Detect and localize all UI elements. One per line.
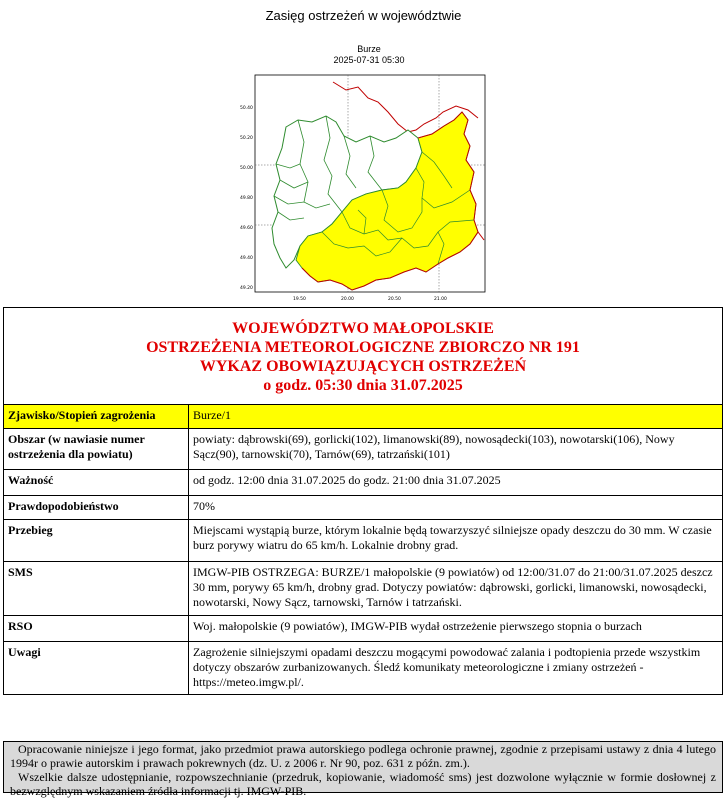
- lon-label: 20.00: [341, 297, 354, 302]
- row-label: SMS: [4, 562, 189, 616]
- lat-label: 50.20: [240, 136, 253, 141]
- title-voivodeship: WOJEWÓDZTWO MAŁOPOLSKIE: [232, 320, 494, 337]
- row-value: od godz. 12:00 dnia 31.07.2025 do godz. 21:00 dnia 31.07.2025: [189, 470, 723, 496]
- row-label: Obszar (w nawiasie numer ostrzeżenia dla powiatu): [4, 429, 189, 470]
- lat-label: 50.00: [240, 166, 253, 171]
- title-warning-number: OSTRZEŻENIA METEOROLOGICZNE ZBIORCZO NR 191: [146, 339, 580, 356]
- voivodeship-map: [238, 72, 500, 310]
- row-value: IMGW-PIB OSTRZEGA: BURZE/1 małopolskie (9 powiatów) od 12:00/31.07 do 21:00/31.07.2025 deszcz 30 mm, porywy 65 km/h, drobny grad. Dotyczy powiatów: dąbrowski, gorlicki, limanowski, nowosądecki, nowotarski, Nowy Sącz, tarnowski, Tarnów i tatrzański.: [189, 562, 723, 616]
- lat-label: 49.80: [240, 196, 253, 201]
- lon-label: 21.00: [434, 297, 447, 302]
- title-list: WYKAZ OBOWIĄZUJĄCYCH OSTRZEŻEŃ: [199, 358, 527, 375]
- lat-label: 49.40: [240, 256, 253, 261]
- lat-label: 50.40: [240, 106, 253, 111]
- row-label: Prawdopodobieństwo: [4, 496, 189, 520]
- row-value: Miejscami wystąpią burze, którym lokalnie będą towarzyszyć silniejsze opady deszczu do 30 mm. W czasie burz porywy wiatru do 65 km/h. Lokalnie drobny grad.: [189, 520, 723, 562]
- row-phenomenon: [4, 405, 722, 429]
- warning-table: [4, 404, 722, 695]
- map-datetime: 2025-07-31 05:30: [333, 55, 405, 65]
- warning-document: [3, 307, 723, 695]
- row-label: Ważność: [4, 470, 189, 496]
- row-value: Zagrożenie silniejszymi opadami deszczu mogącymi powodować zalania i podtopienia przede wszystkim dotyczy obszarów zurbanizowanych. Śledź komunikaty meteorologiczne i zmiany ostrzeżeń - https://meteo.imgw.pl/.: [189, 642, 723, 695]
- row-notes: [4, 642, 722, 695]
- row-label: Uwagi: [4, 642, 189, 695]
- document-title: [4, 308, 722, 404]
- row-value: Burze/1: [189, 405, 723, 429]
- row-area: [4, 429, 722, 470]
- row-validity: [4, 470, 722, 496]
- lat-label: 49.60: [240, 226, 253, 231]
- row-value: 70%: [189, 496, 723, 520]
- title-datetime: o godz. 05:30 dnia 31.07.2025: [263, 377, 463, 394]
- row-value: powiaty: dąbrowski(69), gorlicki(102), limanowski(89), nowosądecki(103), nowotarski(106), Nowy Sącz(90), tarnowski(70), Tarnów(69), tatrzański(101): [189, 429, 723, 470]
- map-phenomenon: Burze: [357, 44, 381, 54]
- row-sms: [4, 562, 722, 616]
- warning-map: [238, 42, 500, 310]
- row-value: Woj. małopolskie (9 powiatów), IMGW-PIB wydał ostrzeżenie pierwszego stopnia o burzach: [189, 616, 723, 642]
- lat-label: 49.20: [240, 286, 253, 291]
- distribution-text: Wszelkie dalsze udostępnianie, rozpowszechnianie (przedruk, kopiowanie, wiadomość sms) jest dozwolone wyłącznie w formie dosłownej z bezwzględnym wskazaniem źródła informacji tj. IMGW-PIB.: [10, 770, 716, 798]
- row-probability: [4, 496, 722, 520]
- lon-label: 20.50: [388, 297, 401, 302]
- copyright-text: Opracowanie niniejsze i jego format, jako przedmiot prawa autorskiego podlega ochronie prawnej, zgodnie z przepisami ustawy z dnia 4 lutego 1994r o prawie autorskim i prawach pokrewnych (dz. U. z 2006 r. Nr 90, poz. 631 z późn. zm.).: [10, 742, 716, 770]
- row-label: Przebieg: [4, 520, 189, 562]
- lon-label: 19.50: [293, 297, 306, 302]
- map-caption: [238, 44, 500, 66]
- row-course: [4, 520, 722, 562]
- row-label: RSO: [4, 616, 189, 642]
- copyright-footer: [3, 741, 723, 798]
- row-rso: [4, 616, 722, 642]
- page-title: Zasięg ostrzeżeń w województwie: [265, 8, 462, 23]
- row-label: Zjawisko/Stopień zagrożenia: [4, 405, 189, 429]
